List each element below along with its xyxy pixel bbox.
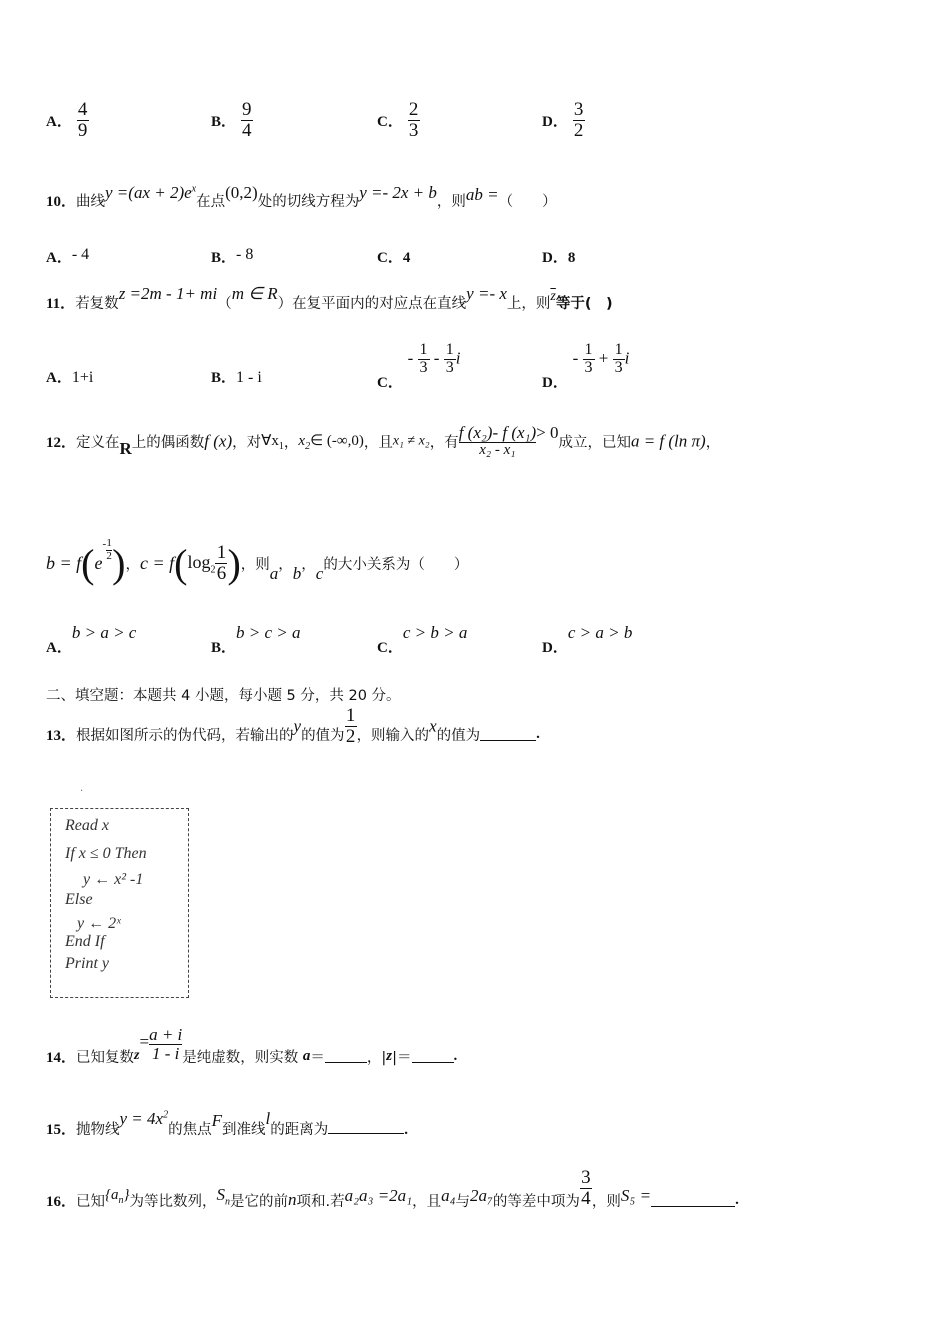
q10-option-c: C．4 [377,250,411,266]
question-number: 16． [46,1193,77,1210]
q10-stem: 10．曲线$y =(ax + 2)e^x$在点(0,2)处的切线方程为y =- 2x + b，则ab =（ ） [46,183,557,210]
fraction: $\frac{4}{9}$ [77,99,88,141]
question-number: 15． [46,1122,77,1138]
q9-option-d [542,100,585,141]
curve-equation: $y =(ax + 2)e^x$ [105,183,197,202]
option-label: B． [211,113,237,130]
fraction: $\frac{1}{2}$ [345,705,356,747]
q9-option-b [211,100,253,141]
answer-blank-a[interactable] [325,1062,367,1063]
fraction: $\frac{a + i}{1 - i}$ [149,1025,183,1063]
q14-stem: 14．已知复数z= $\frac{a + i}{1 - i}$ 是纯虚数，则实数 a＝ ，|z|＝ . [46,1025,458,1066]
q10-option-b: B．- 8 [211,246,254,266]
q12-option-c: C．c > b > a [377,623,468,656]
q11-option-a: A．1+i [46,369,94,386]
fraction: $\frac{\text{f (x₂)- f (x₁)}}{\text{x₂ - x₁}}$ [458,423,537,458]
q11-option-b: B．1 - i [211,369,262,386]
answer-blank[interactable] [328,1133,404,1134]
fraction: $\frac{1}{3}$ [614,341,623,376]
answer-blank[interactable] [651,1206,735,1207]
option-label: D． [542,113,568,130]
q12-option-a: A．b > a > c [46,623,137,656]
question-number: 13． [46,727,77,744]
pseudocode-box [50,808,189,998]
section-heading: 二、填空题：本题共 4 小题，每小题 5 分，共 20 分。 [46,688,401,704]
fraction: $\frac{3}{4}$ [581,1167,591,1209]
fraction: $\frac{1}{3}$ [445,341,454,376]
fraction: $\frac{3}{2}$ [573,99,584,141]
q11-option-c: C． - $\frac{1}{3}$ - $\frac{1}{3}$ i [377,341,461,392]
q16-stem: 16．已知$\{a_n\}$为等比数列，$S_n$是它的前n项和.若a₂a₃ =2a₁，且a₄与2a₇的等差中项为 $\frac{3}{4}$ ，则S₅ = . [46,1167,739,1210]
q9-option-c [377,100,420,141]
q9-option-a [46,100,89,141]
code-line: If x ≤ 0 Then [65,845,147,862]
question-number: 12． [46,434,77,451]
answer-blank-modulus[interactable] [412,1062,454,1063]
option-label: C． [377,113,403,130]
q10-option-d: D．8 [542,250,576,266]
code-line: Else [65,891,93,908]
question-number: 10． [46,194,77,210]
q12-option-b: B．b > c > a [211,623,301,656]
code-line: Print y [65,955,109,972]
option-label: A． [46,113,72,130]
exponent: - $\frac{1}{2}$ [102,537,112,562]
code-line: y ← 2ˣ [77,915,121,932]
question-number: 11． [46,296,76,312]
q12-option-d: D．c > a > b [542,623,633,656]
fraction: $\frac{9}{4}$ [242,99,252,141]
fraction: $\frac{2}{3}$ [408,99,419,141]
stray-dot: · [80,786,84,797]
code-line: Read x [65,817,109,834]
question-number: 14． [46,1049,77,1066]
q13-stem: 13．根据如图所示的伪代码，若输出的y的值为 $\frac{1}{2}$ ，则输入的x的值为 . [46,705,540,747]
fraction: $\frac{1}{6}$ [216,542,227,584]
code-line: End If [65,933,105,950]
q10-option-a: A．- 4 [46,246,90,266]
q11-option-d: D． - $\frac{1}{3}$ + $\frac{1}{3}$ i [542,341,630,392]
answer-blank[interactable] [480,740,536,741]
q11-stem: 11．若复数z =2m - 1+ mi（m ∈ R）在复平面内的对应点在直线y =- x上，则$\overline{z}$等于( ) [46,284,613,312]
q15-stem: 15．抛物线$y = 4x^2$的焦点F到准线l的距离为 . [46,1109,408,1138]
z-conjugate: $\overline{z}$ [550,289,556,304]
fraction: $\frac{1}{3}$ [584,341,593,376]
q12-stem-line2: b = f(e- $\frac{1}{2}$ )，$c = f(\log_2$ $\frac{1}{6}$ )，则a，b，c的大小关系为（ ） [46,537,469,586]
fraction: $\frac{1}{3}$ [419,341,428,376]
code-line: y ← x² -1 [83,871,144,888]
q12-stem-line1: 12．定义在R上的偶函数f (x)，对$\forall x_1$，$x_2\in$ (-∞,0)，且x₁ ≠ x₂，有 $\frac{\text{f (x₂)- f (x₁)}}{\text{x₂ - x₁}}$ > 0成立，已知a = f (ln π)， [46,423,721,459]
